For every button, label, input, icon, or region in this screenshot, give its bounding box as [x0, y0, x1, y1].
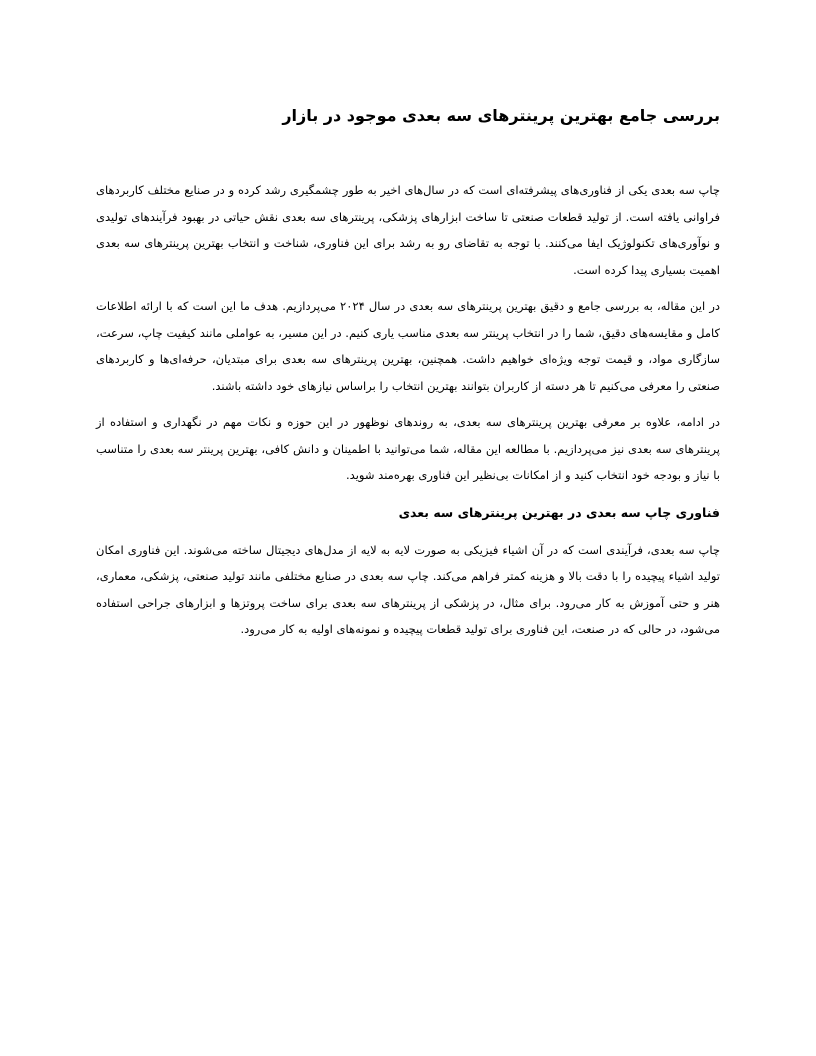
intro-paragraph: چاپ سه بعدی یکی از فناوری‌های پیشرفته‌ای است که در سال‌های اخیر به طور چشمگیری رشد کرده و در صنایع مختلف کاربردهای فراوانی یافته است. از تولید قطعات صنعتی تا ساخت ابزارهای پزشکی، پرینترهای سه بعدی نقش حیاتی در بهبود فرآیندهای تولیدی و نوآوری‌های تکنولوژیک ایفا می‌کنند. با توجه به تقاضای رو به رشد برای این فناوری، شناخت و انتخاب بهترین پرینترهای سه بعدی اهمیت بسیاری پیدا کرده است.: [96, 183, 720, 277]
document-page: [96, 0, 720, 643]
section-paragraph: چاپ سه بعدی، فرآیندی است که در آن اشیاء فیزیکی به صورت لایه به لایه از مدل‌های دیجیتال ساخته می‌شوند. این فناوری امکان تولید اشیاء پیچیده را با دقت بالا و هزینه کمتر فراهم می‌کند. چاپ سه بعدی در صنایع مختلفی مانند تولید صنعتی، پزشکی، معماری، هنر و حتی آموزش به کار می‌رود. برای مثال، در پزشکی از پرینترهای سه بعدی برای ساخت پروتزها و ابزارهای جراحی استفاده می‌شود، در حالی که در صنعت، این فناوری برای تولید قطعات پیچیده و نمونه‌های اولیه به کار می‌رود.: [96, 542, 720, 636]
article-purpose-paragraph: در این مقاله، به بررسی جامع و دقیق بهترین پرینترهای سه بعدی در سال ۲۰۲۴ می‌پردازیم. هدف ما این است که با ارائه اطلاعات کامل و مقایسه‌های دقیق، شما را در انتخاب پرینتر سه بعدی مناسب یاری کنیم. در این مسیر، به عواملی مانند کیفیت چاپ، سرعت، سازگاری مواد، و قیمت توجه ویژه‌ای خواهیم داشت. همچنین، بهترین پرینترهای سه بعدی برای مبتدیان، حرفه‌ای‌ها و کاربردهای صنعتی را معرفی می‌کنیم تا هر دسته از کاربران بتوانند بهترین انتخاب را براساس نیازهای خود داشته باشند.: [96, 299, 720, 393]
document-title: بررسی جامع بهترین پرینترهای سه بعدی موجود در بازار: [282, 106, 720, 125]
article-outline-paragraph: در ادامه، علاوه بر معرفی بهترین پرینترهای سه بعدی، به روندهای نوظهور در این حوزه و نکات مهم در نگهداری و استفاده از پرینترهای سه بعدی نیز می‌پردازیم. با مطالعه این مقاله، شما می‌توانید با اطمینان و دانش کافی، بهترین پرینتر سه بعدی را متناسب با نیاز و بودجه خود انتخاب کنید و از امکانات بی‌نظیر این فناوری بهره‌مند شوید.: [96, 415, 720, 482]
section-heading: فناوری چاپ سه بعدی در بهترین پرینترهای سه بعدی: [398, 504, 720, 520]
